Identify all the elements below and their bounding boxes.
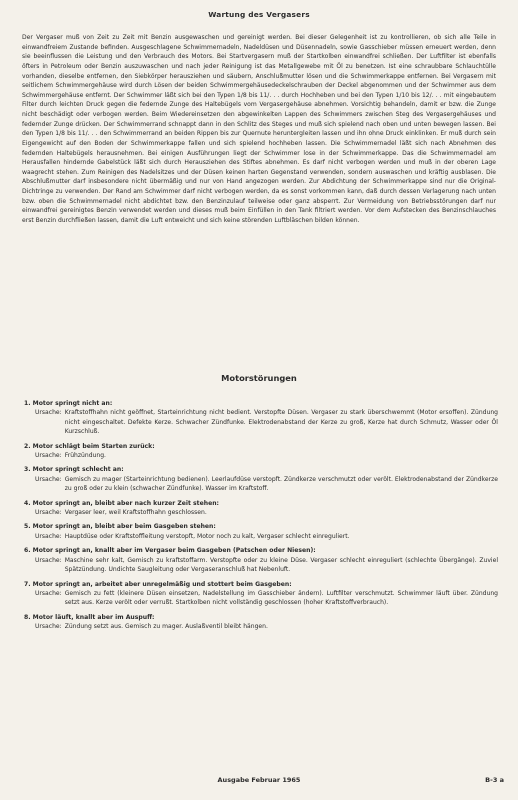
- fault-cause: [35, 532, 498, 541]
- fault-heading: 6. Motor springt an, knallt aber im Vergaser beim Gasgeben (Patschen oder Niesen):: [24, 547, 316, 555]
- footer-edition: Ausgabe Februar 1965: [217, 776, 301, 784]
- cause-text: Gemisch zu mager (Starteinrichtung bedienen). Leerlaufdüse verstopft. Zündkerze verschmutzt oder verölt. Elektrodenabstand der Zündkerze zu groß oder zu klein (schwacher Zündfunke). Wasser im Kraftstoff.: [64, 475, 498, 493]
- fault-cause: [35, 589, 498, 608]
- fault-cause: [35, 622, 498, 631]
- cause-text: Zündung setzt aus. Gemisch zu mager. Auslaßventil bleibt hängen.: [64, 623, 268, 631]
- fault-heading: 8. Motor läuft, knallt aber im Auspuff:: [24, 613, 155, 621]
- cause-label: Ursache:: [35, 556, 62, 564]
- fault-heading: 3. Motor springt schlecht an:: [24, 466, 124, 474]
- cause-label: Ursache:: [35, 623, 62, 631]
- fault-item: [24, 522, 498, 541]
- intro-paragraph: Der Vergaser muß von Zeit zu Zeit mit Benzin ausgewaschen und gereinigt werden. Bei dieser Gelegenheit ist zu kontrollieren, ob sich alle Teile in einwandfreiem Zustande befinden. Ausgeschlagene Schwimmernadeln, Nadeldüsen und Düsennadeln, sowie Gasschieber müssen erneuert werden, denn sie beeinflussen die Leistung und den Verbrauch des Motors. Bei Startvergasern muß der Startkolben einwandfrei schließen. Der Luftfilter ist ebenfalls öfters in Petroleum oder Benzin auszuwaschen und nach jeder Reinigung ist das Metallgewebe mit Öl zu benetzen. Ist eine schraubbare Schlauchtülle vorhanden, dieselbe entfernen, den Siebkörper herausziehen und säubern, Anschlußmutter lösen und die Schwimmerkappe entfernen. Bei Vergasern mit seitlichem Schwimmergehäuse wird durch Lösen der beiden Schwimmergehäusedeckelschrauben der Deckel abgenommen und der Schwimmer aus dem Schwimmergehäuse entfernt. Der Schwimmer läßt sich bei den Typen 1/8 bis 11/. . . durch Hochheben und bei den Typen 1/10 bis 12/. . . mit eingebautem Filter durch leichten Druck gegen die federnde Zunge des Haltebügels vom Vergasergehäuse abnehmen. Vorsichtig behandeln, damit er bzw. die Zunge nicht beschädigt oder verbogen werden. Beim Wiedereinsetzen den abgewinkelten Lappen des Schwimmers zwischen Steg des Vergasergehäuses und federnder Zunge drücken. Der Schwimmerrand schnappt dann in den Schlitz des Steges und muß sich spielend nach oben und unten bewegen lassen. Bei den Typen 1/8 bis 11/. . . den Schwimmerrand an beiden Rippen bis zur Quernute heruntergleiten lassen und ihn ohne Druck einklinken. Er muß durch sein Eigengewicht auf den Boden der Schwimmerkappe fallen und sich spielend hochheben lassen. Die Schwimmernadel läßt sich nach Abnehmen des federnden Haltebügels herausnehmen. Bei einigen Ausführungen liegt der Schwimmer lose in der Schwimmerkappe. Das die Schwimmernadel am Herausfallen hindernde Gabelstück läßt sich durch Herausziehen des Stiftes abnehmen. Es darf nicht verbogen werden und muß in der oberen Lage waagrecht stehen. Zum Reinigen des Nadelsitzes und der Düsen keinen harten Gegenstand verwenden, sondern auswaschen und kräftig ausblasen. Die Abschlußmutter darf insbesondere nicht übermäßig und nur von Hand angezogen werden. Zur Abdichtung der Schwimmerkappe sind nur die Original-Dichtringe zu verwenden. Der Rand am Schwimmer darf nicht verbogen werden, da es sonst vorkommen kann, daß durch dessen Verlagerung nach unten bzw. oben die Schwimmernadel nicht abdichtet bzw. den Benzinzulauf teilweise oder ganz absperrt. Zur Vermeidung von Betriebsstörungen darf nur einwandfrei gereinigtes Benzin verwendet werden und dieses muß beim Einfüllen in den Tank filtriert werden. Vor dem Aufstecken des Benzinschlauches erst Benzin durchfließen lassen, damit die Luft entweicht und sich keine störenden Luftbläschen bilden können.: [22, 34, 496, 224]
- cause-label: Ursache:: [35, 452, 62, 460]
- fault-cause: [35, 451, 498, 460]
- cause-text: Hauptdüse oder Kraftstoffleitung verstopft, Motor noch zu kalt, Vergaser schlecht einreguliert.: [64, 532, 350, 540]
- cause-label: Ursache:: [35, 409, 62, 417]
- cause-text: Maschine sehr kalt, Gemisch zu kraftstoffarm. Verstopfte oder zu kleine Düse. Vergaser schlecht einreguliert (schlechte Übergänge). Zuviel Spätzündung. Undichte Saugleitung oder Vergaseranschluß hat Nebenluft.: [64, 556, 498, 574]
- cause-label: Ursache:: [35, 509, 62, 517]
- cause-text: Gemisch zu fett (kleinere Düsen einsetzen, Nadelstellung im Gasschieber ändern). Luftfilter verschmutzt. Schwimmer läuft über. Zündung setzt aus. Kerze verölt oder verrußt. Startkolben nicht vollständig geschlossen (hoher Kraftstoffverbrauch).: [64, 589, 498, 607]
- section-title: Motorstörungen: [221, 373, 297, 383]
- fault-item: [24, 399, 498, 437]
- fault-heading: 7. Motor springt an, arbeitet aber unregelmäßig und stottert beim Gasgeben:: [24, 580, 292, 588]
- fault-cause: [35, 556, 498, 575]
- fault-item: [24, 465, 498, 493]
- fault-heading: 5. Motor springt an, bleibt aber beim Gasgeben stehen:: [24, 523, 216, 531]
- fault-item: [24, 442, 498, 461]
- fault-cause: [35, 508, 498, 517]
- troubleshooting-list: [24, 399, 498, 632]
- fault-item: [24, 499, 498, 518]
- cause-text: Vergaser leer, weil Kraftstoffhahn geschlossen.: [64, 509, 207, 517]
- fault-item: [24, 613, 498, 632]
- fault-cause: [35, 408, 498, 436]
- cause-text: Frühzündung.: [64, 452, 106, 460]
- fault-heading: 1. Motor springt nicht an:: [24, 400, 113, 407]
- cause-text: Kraftstoffhahn nicht geöffnet, Starteinrichtung nicht bedient. Verstopfte Düsen. Vergaser zu stark überschwemmt (Motor ersoffen). Zündung nicht eingeschaltet. Defekte Kerze. Schwacher Zündfunke. Elektrodenabstand der Kerze zu groß, Kerze hat durch Schmutz, Wasser oder Öl Kurzschluß.: [64, 409, 498, 436]
- cause-label: Ursache:: [35, 589, 62, 597]
- fault-heading: 4. Motor springt an, bleibt aber nach kurzer Zeit stehen:: [24, 499, 219, 507]
- fault-heading: 2. Motor schlägt beim Starten zurück:: [24, 442, 155, 450]
- fault-item: [24, 580, 498, 608]
- cause-label: Ursache:: [35, 475, 62, 483]
- fault-item: [24, 546, 498, 574]
- page-header: Wartung des Vergasers: [208, 10, 310, 19]
- cause-label: Ursache:: [35, 532, 62, 540]
- footer-page-number: B-3 a: [485, 776, 504, 784]
- fault-cause: [35, 475, 498, 494]
